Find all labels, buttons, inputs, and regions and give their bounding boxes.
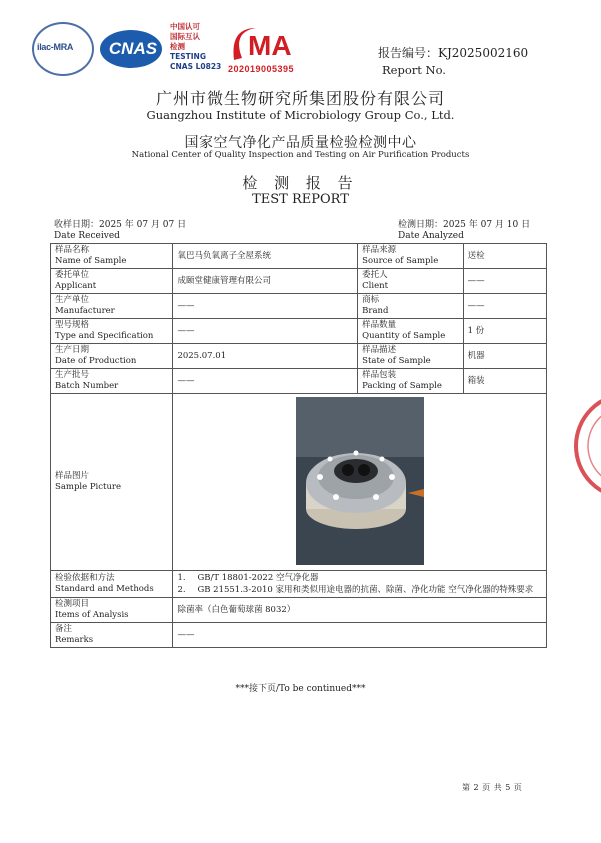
field-value	[463, 294, 546, 319]
label-cn: 样品包装	[362, 370, 397, 380]
method-item	[177, 584, 542, 596]
value-text: 机器	[467, 350, 485, 361]
date-received	[54, 220, 186, 242]
field-value	[173, 344, 358, 369]
cnas-text-line: 国际互认	[170, 32, 200, 41]
label-en: Client	[362, 281, 389, 291]
cnas-text-line: TESTING	[170, 52, 206, 61]
field-label	[358, 269, 463, 294]
value-text: ——	[467, 275, 485, 286]
cnas-text-line: 中国认可	[170, 22, 200, 31]
value-text: ——	[177, 375, 195, 386]
label-cn: 型号规格	[55, 320, 90, 330]
field-value	[173, 319, 358, 344]
label-en: Applicant	[55, 281, 97, 291]
label-en: Name of Sample	[55, 256, 127, 266]
value-text: 1 份	[467, 325, 485, 336]
field-label	[51, 319, 173, 344]
report-table	[50, 243, 547, 648]
cnas-logo	[100, 26, 162, 72]
value-text: ——	[467, 300, 485, 311]
sample-picture-cell	[173, 394, 547, 571]
value-text: 箱装	[467, 375, 485, 386]
table-row	[51, 369, 547, 394]
table-row-remarks	[51, 623, 547, 648]
center-name-en: National Center of Quality Inspection and Testing on Air Purification Products	[131, 150, 470, 160]
label-cn: 样品数量	[362, 320, 397, 330]
field-label	[358, 294, 463, 319]
field-value	[173, 269, 358, 294]
methods-label	[51, 571, 173, 598]
table-row	[51, 344, 547, 369]
value-text: ——	[177, 325, 195, 336]
continued-note: ***接下页/To be continued***	[235, 684, 366, 694]
date-received-label-en: Date Received	[54, 231, 120, 241]
label-cn: 商标	[362, 295, 380, 305]
method-item	[177, 572, 542, 584]
ilac-mra-logo	[32, 22, 94, 76]
field-label	[51, 294, 173, 319]
label-en: Items of Analysis	[55, 610, 129, 620]
remarks-label	[51, 623, 173, 648]
label-en: Manufacturer	[55, 306, 115, 316]
label-en: Type and Specification	[55, 331, 154, 341]
cma-logo-text: MA	[248, 30, 292, 61]
field-label	[358, 319, 463, 344]
label-cn: 样品来源	[362, 245, 397, 255]
report-title-cn: 检 测 报 告	[242, 174, 359, 192]
label-en: Batch Number	[55, 381, 119, 391]
center-name-cn: 国家空气净化产品质量检验检测中心	[184, 135, 417, 151]
label-en: Quantity of Sample	[362, 331, 446, 341]
cnas-logo-text: CNAS	[108, 39, 158, 58]
table-row	[51, 319, 547, 344]
items-value: 除菌率（白色葡萄球菌 8032）	[173, 598, 547, 623]
label-cn: 委托单位	[55, 270, 90, 280]
report-number: 报告编号：KJ2025002160	[378, 46, 529, 60]
methods-value	[173, 571, 547, 598]
label-en: Date of Production	[55, 356, 137, 366]
label-en: Source of Sample	[362, 256, 439, 266]
field-label	[358, 369, 463, 394]
cnas-text-line: CNAS L0823	[170, 62, 222, 71]
field-label	[358, 244, 463, 269]
field-value	[173, 294, 358, 319]
label-cn: 检测项目	[55, 599, 90, 609]
label-en: Remarks	[55, 635, 94, 645]
value-text: 送检	[467, 250, 485, 261]
field-value	[463, 244, 546, 269]
label-en: Packing of Sample	[362, 381, 442, 391]
date-analyzed	[398, 220, 530, 242]
field-value	[463, 319, 546, 344]
label-cn: 样品图片	[55, 471, 90, 481]
value-text: ——	[177, 300, 195, 311]
cnas-accreditation-text	[170, 22, 221, 72]
label-cn: 委托人	[362, 270, 388, 280]
method-number: 2.	[177, 585, 186, 595]
value-text: 氧巴马负氧离子全屋系统	[177, 250, 271, 261]
label-cn: 生产批号	[55, 370, 90, 380]
value-text: 成颐堂健康管理有限公司	[177, 275, 271, 286]
field-value	[173, 244, 358, 269]
date-received-value: 收样日期：2025 年 07 月 07 日	[54, 220, 187, 230]
cma-logo	[226, 24, 304, 64]
field-label	[51, 344, 173, 369]
field-label	[51, 269, 173, 294]
inspection-seal-icon	[566, 386, 601, 506]
cnas-text-line: 检测	[170, 42, 185, 51]
org-name-cn: 广州市微生物研究所集团股份有限公司	[155, 89, 445, 108]
page-number: 第 2 页 共 5 页	[462, 783, 523, 792]
table-row	[51, 244, 547, 269]
ilac-logo-text: ilac-MRA	[37, 42, 74, 52]
field-value	[463, 344, 546, 369]
table-row-methods	[51, 571, 547, 598]
label-cn: 生产日期	[55, 345, 90, 355]
method-number: 1.	[177, 573, 186, 583]
items-label	[51, 598, 173, 623]
field-value	[463, 369, 546, 394]
field-label	[51, 369, 173, 394]
field-value	[463, 269, 546, 294]
method-text: GB 21551.3-2010 家用和类似用途电器的抗菌、除菌、净化功能 空气净化器的特殊要求	[197, 585, 534, 595]
label-en: Standard and Methods	[55, 584, 154, 594]
label-cn: 样品描述	[362, 345, 397, 355]
value-text: 2025.07.01	[177, 350, 227, 361]
label-en: Sample Picture	[55, 482, 122, 492]
table-row	[51, 294, 547, 319]
remarks-value: ——	[173, 623, 547, 648]
date-analyzed-value: 检测日期：2025 年 07 月 10 日	[398, 220, 531, 230]
report-title-en: TEST REPORT	[252, 192, 349, 207]
label-en: State of Sample	[362, 356, 431, 366]
field-label	[51, 244, 173, 269]
label-en: Brand	[362, 306, 389, 316]
cma-number: 202019005395	[228, 64, 295, 74]
label-cn: 生产单位	[55, 295, 90, 305]
field-value	[173, 369, 358, 394]
label-cn: 样品名称	[55, 245, 90, 255]
table-row-picture	[51, 394, 547, 571]
label-cn: 备注	[55, 624, 73, 634]
method-text: GB/T 18801-2022 空气净化器	[197, 573, 319, 583]
table-row-items	[51, 598, 547, 623]
picture-label	[51, 394, 173, 571]
report-number-label-en: Report No.	[382, 63, 446, 77]
label-cn: 检验依据和方法	[55, 573, 115, 583]
field-label	[358, 344, 463, 369]
date-analyzed-label-en: Date Analyzed	[398, 231, 464, 241]
table-row	[51, 269, 547, 294]
sample-photo	[296, 397, 424, 565]
org-name-en: Guangzhou Institute of Microbiology Group Co., Ltd.	[146, 108, 455, 122]
